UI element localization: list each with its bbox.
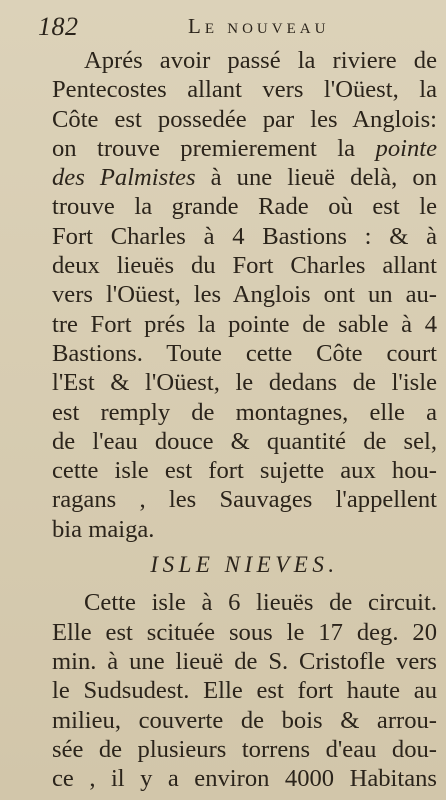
text-line: Fort Charles à 4 Bastions : & à: [52, 222, 437, 250]
page-number: 182: [38, 12, 79, 41]
text-line: Pentecostes allant vers l'Oüest, la: [52, 76, 437, 104]
paragraph-pentecostes: [52, 46, 437, 544]
text-segment: on trouve premierement la: [52, 134, 356, 162]
text-line: ce , il y a environ 4000 Habitans: [52, 765, 437, 793]
text-line: [52, 163, 437, 192]
text-line: Cette isle à 6 lieuës de circuit.: [84, 589, 437, 617]
text-line: Aprés avoir passé la riviere de: [84, 47, 437, 74]
text-line: Elle est scituée sous le 17 deg. 20: [52, 618, 437, 646]
paragraph-nieves: [52, 588, 437, 793]
text-line: l'Est & l'Oüest, le dedans de l'isle: [52, 369, 437, 397]
text-line: sée de plusieurs torrens d'eau dou-: [52, 735, 437, 763]
text-line: vers l'Oüest, les Anglois ont un au-: [52, 281, 437, 309]
text-line: milieu, couverte de bois & arrou-: [52, 706, 437, 734]
page-body: [52, 46, 437, 793]
text-line: ragans , les Sauvages l'appellent: [52, 486, 437, 514]
italic-place-name: pointe: [375, 134, 437, 162]
text-line: [52, 134, 437, 163]
text-line: min. à une lieuë de S. Cristofle vers: [52, 647, 437, 675]
text-line: bia maiga.: [52, 515, 155, 543]
text-line: est remply de montagnes, elle a: [52, 398, 437, 426]
italic-place-name: des Palmistes: [52, 164, 196, 192]
text-line: Bastions. Toute cette Côte court: [52, 339, 437, 367]
text-line: de l'eau douce & quantité de sel,: [52, 427, 437, 455]
text-segment: à une lieuë delà, on: [210, 164, 437, 192]
text-line: deux lieuës du Fort Charles allant: [52, 252, 437, 280]
text-line: tre Fort prés la pointe de sable à 4: [52, 310, 437, 338]
text-line: cette isle est fort sujette aux hou-: [52, 457, 437, 485]
section-title: ISLE NIEVES.: [150, 552, 339, 578]
text-line: trouve la grande Rade où est le: [52, 193, 437, 221]
text-line: le Sudsudest. Elle est fort haute au: [52, 677, 437, 705]
running-title: Le nouveau: [188, 14, 330, 38]
text-line: Côte est possedée par les Anglois:: [52, 105, 437, 133]
